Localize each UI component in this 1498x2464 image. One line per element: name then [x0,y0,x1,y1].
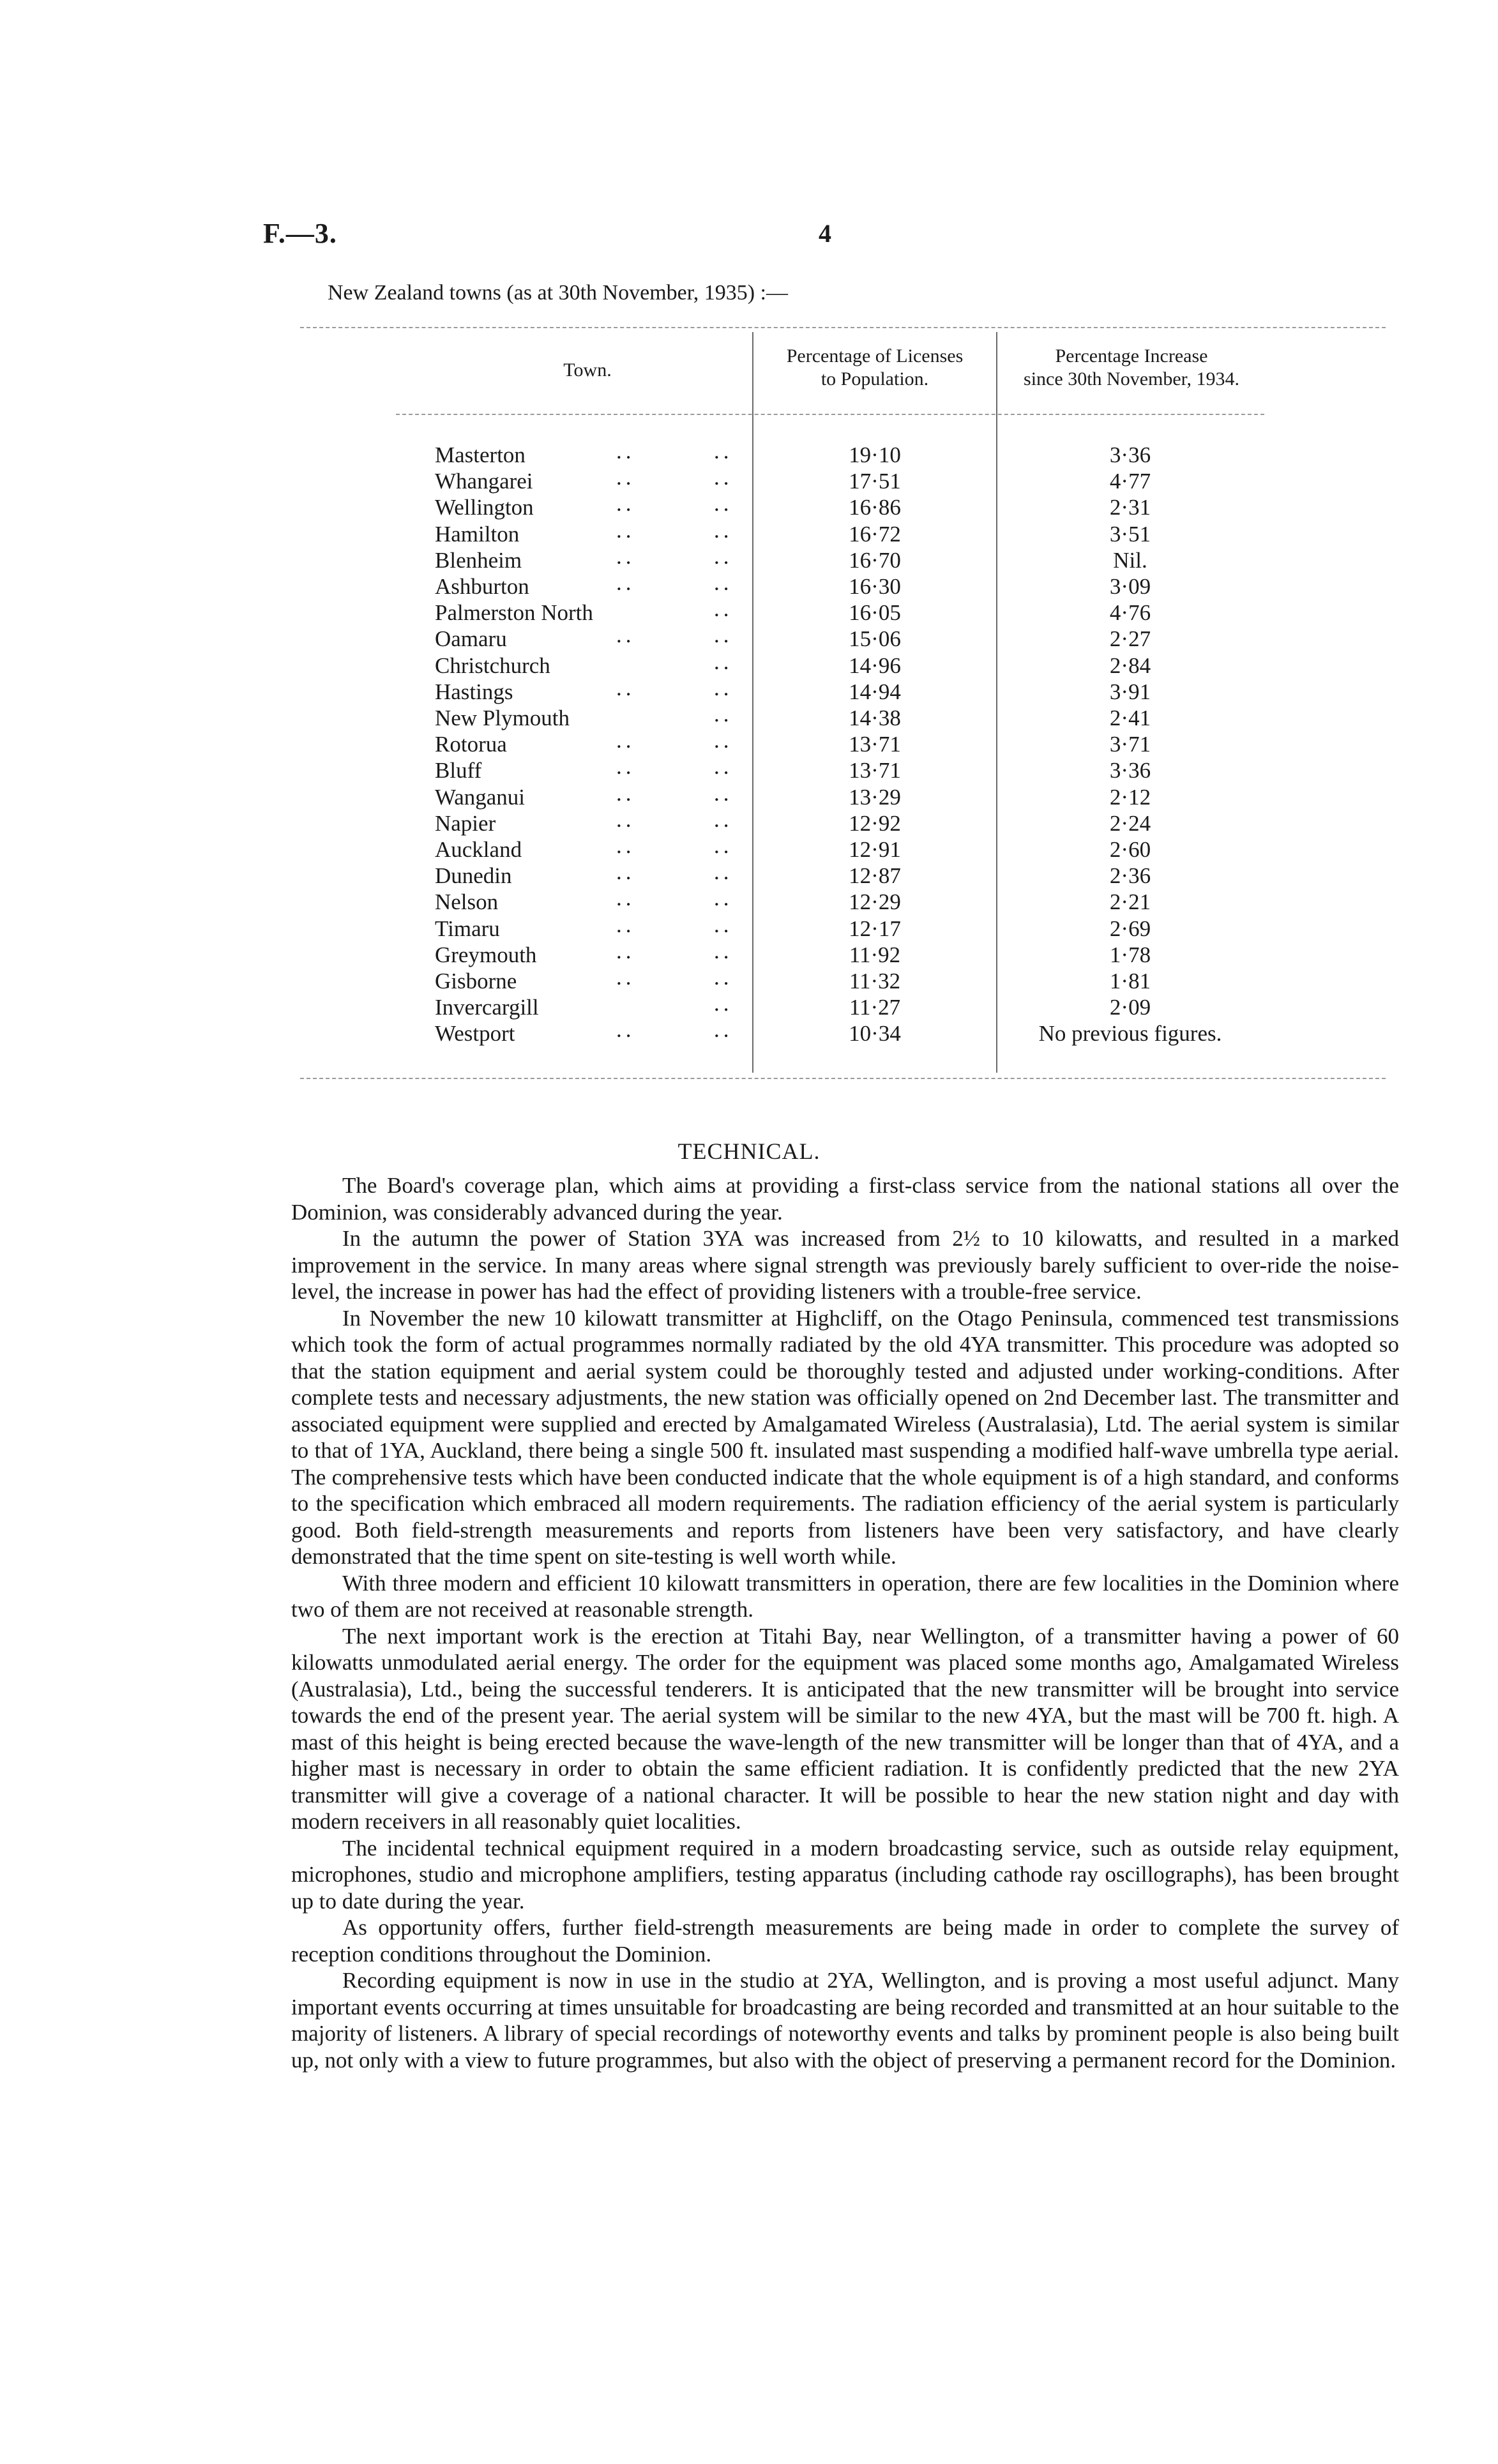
body-paragraph: As opportunity offers, further field-strength measurements are being made in order to complete the survey of reception conditions throughout the Dominion. [291,1915,1399,1967]
licence-percentage: 14·38 [849,706,901,730]
leader-dots: .. [714,728,733,753]
leader-dots: .. [714,596,733,622]
table-top-rule [300,327,1386,328]
licence-percentage: 10·34 [849,1021,901,1047]
percentage-increase: 2·12 [1109,784,1151,810]
percentage-increase: Nil. [1113,547,1147,573]
percentage-increase: 2·24 [1109,810,1151,836]
town-name: Rotorua [435,732,507,757]
town-name: Bluff [435,758,482,783]
header-town-line-1: Town. [563,359,612,381]
header-rule [396,414,1264,415]
leader-dots: .. [714,439,733,464]
leader-dots: .. [714,675,733,700]
town-name: Gisborne [435,969,517,994]
town-name: Westport [435,1021,515,1047]
leader-dots: .. [616,543,635,569]
leader-dots: .. [616,806,635,832]
body-paragraph: The Board's coverage plan, which aims at providing a first-class service from the national stations all over the Dominion, was considerably advanced during the year. [291,1173,1399,1225]
town-name: New Plymouth [435,706,570,730]
leader-dots: .. [616,965,635,990]
leader-dots: .. [616,754,635,780]
header-inc-line-1: Percentage Increase [1055,345,1208,367]
table-bottom-rule [300,1078,1386,1079]
licence-percentage: 14·96 [849,653,901,678]
leader-dots: .. [616,728,635,753]
leader-dots: .. [616,439,635,464]
leader-dots: .. [714,991,733,1017]
town-name: Dunedin [435,863,512,889]
header-town [492,359,683,382]
percentage-increase: 2·09 [1109,995,1151,1020]
licence-percentage: 19·10 [849,442,901,467]
leader-dots: .. [616,938,635,964]
town-name: Wanganui [435,784,526,810]
leader-dots: .. [616,465,635,490]
leader-dots: .. [616,623,635,648]
percentage-increase: 2·84 [1109,653,1151,678]
leader-dots: .. [616,491,635,517]
licence-percentage: 11·27 [849,995,901,1020]
town-name: Ashburton [435,574,529,599]
licence-percentage: 17·51 [849,469,901,494]
leader-dots: .. [616,859,635,885]
header-percentage-licences [753,345,996,391]
percentage-increase: 3·51 [1109,521,1151,547]
town-name: Christchurch [435,653,550,678]
percentage-increase: 2·31 [1109,495,1151,520]
town-name: Oamaru [435,626,507,652]
town-name: Hamilton [435,521,520,547]
leader-dots: .. [616,912,635,937]
leader-dots: .. [714,886,733,911]
town-name: Auckland [435,837,522,862]
body-paragraph: The next important work is the erection at Titahi Bay, near Wellington, of a transmitter having a power of 60 kilowatts unmodulated aerial energy. The order for the equipment was placed some months ago, Amalgamated Wireless (Australasia), Ltd., being the successful tenderers. It is anticipated that the new transmitter will be brought into service towards the end of the present year. The aerial system will be similar to the new 4YA, but the mast will be 700 ft. high. A mast of this height is being erected because the wave-length of the new transmitter will be longer than that of 4YA, and a higher mast is necessary in order to obtain the same efficient radiation. It is confidently predicted that the new 2YA transmitter will give a coverage of a national character. It will be possible to hear the new station night and day with modern receivers in all reasonably quiet localities. [291,1623,1399,1834]
leader-dots: .. [714,806,733,832]
table-intro: New Zealand towns (as at 30th November, 1935) :— [328,281,788,305]
percentage-increase: 4·76 [1109,600,1151,626]
town-name: Whangarei [435,469,533,494]
percentage-increase: 2·60 [1109,837,1151,862]
leader-dots: .. [714,833,733,858]
leader-dots: .. [714,754,733,780]
town-name: Timaru [435,916,500,941]
percentage-increase: 3·71 [1109,732,1151,757]
licence-percentage: 13·29 [849,784,901,810]
town-name: Greymouth [435,942,537,967]
leader-dots: .. [616,517,635,543]
percentage-increase: 3·36 [1109,758,1151,783]
town-name: Hastings [435,679,513,704]
leader-dots: .. [714,649,733,674]
town-name: Nelson [435,889,499,915]
leader-dots: .. [616,886,635,911]
leader-dots: .. [714,780,733,806]
licence-percentage: 15·06 [849,626,901,652]
leader-dots: .. [616,675,635,700]
licence-percentage: 12·92 [849,810,901,836]
percentage-increase: 2·36 [1109,863,1151,889]
town-name: Wellington [435,495,534,520]
leader-dots: .. [714,517,733,543]
leader-dots: .. [714,938,733,964]
percentage-increase: 1·81 [1109,969,1151,994]
leader-dots: .. [714,1017,733,1043]
leader-dots: .. [616,1017,635,1043]
licence-percentage: 11·92 [849,942,901,967]
leader-dots: .. [714,543,733,569]
town-name: Blenheim [435,547,522,573]
licence-percentage: 12·87 [849,863,901,889]
page-number: 4 [819,219,831,248]
licence-percentage: 12·91 [849,837,901,862]
town-name: Masterton [435,442,526,467]
leader-dots: .. [616,833,635,858]
section-title: TECHNICAL. [677,1138,821,1164]
percentage-increase: 1·78 [1109,942,1151,967]
body-paragraph: In the autumn the power of Station 3YA was increased from 2½ to 10 kilowatts, and resulted in a marked improvement in the service. In many areas where signal strength was previously barely sufficient to over-ride the noise-level, the increase in power has had the effect of providing listeners with a trouble-free service. [291,1226,1399,1304]
licence-percentage: 16·70 [849,547,901,573]
town-name: Napier [435,810,496,836]
percentage-increase: 3·36 [1109,442,1151,467]
technical-body [291,1172,1399,2073]
percentage-increase: No previous figures. [1038,1021,1222,1047]
document-id: F.—3. [263,218,337,249]
licence-percentage: 14·94 [849,679,901,704]
licence-percentage: 16·05 [849,600,901,626]
leader-dots: .. [714,859,733,885]
percentage-increase: 2·21 [1109,889,1151,915]
leader-dots: .. [616,570,635,595]
percentage-increase: 2·27 [1109,626,1151,652]
header-pct-line-1: Percentage of Licenses [786,345,964,367]
leader-dots: .. [714,965,733,990]
town-name: Invercargill [435,995,539,1020]
leader-dots: .. [616,780,635,806]
percentage-increase: 3·09 [1109,574,1151,599]
licence-percentage: 11·32 [849,969,901,994]
leader-dots: .. [714,623,733,648]
licence-percentage: 16·86 [849,495,901,520]
header-inc-line-2: since 30th November, 1934. [1024,368,1239,389]
town-name: Palmerston North [435,600,593,626]
body-paragraph: In November the new 10 kilowatt transmitter at Highcliff, on the Otago Peninsula, commenced test transmissions which took the form of actual programmes normally radiated by the old 4YA transmitter. This procedure was adopted so that the station equipment and aerial system could be thoroughly tested and adjusted under working-conditions. After complete tests and necessary adjustments, the new station was officially opened on 2nd December last. The transmitter and associated equipment were supplied and erected by Amalgamated Wireless (Australasia), Ltd. The aerial system is similar to that of 1YA, Auckland, there being a single 500 ft. insulated mast suspending a modified half-wave umbrella type aerial. The comprehensive tests which have been conducted indicate that the whole equipment is of a high standard, and conforms to the specification which embraced all modern requirements. The radiation efficiency of the aerial system is particularly good. Both field-strength measurements and reports from listeners have been very satisfactory, and have clearly demonstrated that the time spent on site-testing is well worth while. [291,1305,1399,1569]
column-divider-1 [752,332,753,1073]
licence-percentage: 16·30 [849,574,901,599]
leader-dots: .. [714,912,733,937]
licence-percentage: 12·17 [849,916,901,941]
leader-dots: .. [714,465,733,490]
header-pct-line-2: to Population. [821,368,929,389]
percentage-increase: 2·41 [1109,706,1151,730]
licence-percentage: 13·71 [849,758,901,783]
licence-percentage: 13·71 [849,732,901,757]
leader-dots: .. [714,570,733,595]
licence-percentage: 12·29 [849,889,901,915]
body-paragraph: Recording equipment is now in use in the studio at 2YA, Wellington, and is proving a most useful adjunct. Many important events occurring at times unsuitable for broadcasting are being recorded and transmitted at an hour suitable to the majority of listeners. A library of special recordings of noteworthy events and talks by prominent people is also being built up, not only with a view to future programmes, but also with the object of preserving a permanent record for the Dominion. [291,1968,1399,2073]
leader-dots: .. [714,702,733,727]
percentage-increase: 3·91 [1109,679,1151,704]
licence-percentage: 16·72 [849,521,901,547]
header-percentage-increase [997,345,1266,391]
body-paragraph: The incidental technical equipment required in a modern broadcasting service, such as outside relay equipment, microphones, studio and microphone amplifiers, testing apparatus (including cathode ray oscillographs), has been brought up to date during the year. [291,1835,1399,1914]
percentage-increase: 4·77 [1109,469,1151,494]
leader-dots: .. [714,491,733,517]
body-paragraph: With three modern and efficient 10 kilowatt transmitters in operation, there are few localities in the Dominion where two of them are not received at reasonable strength. [291,1570,1399,1622]
percentage-increase: 2·69 [1109,916,1151,941]
